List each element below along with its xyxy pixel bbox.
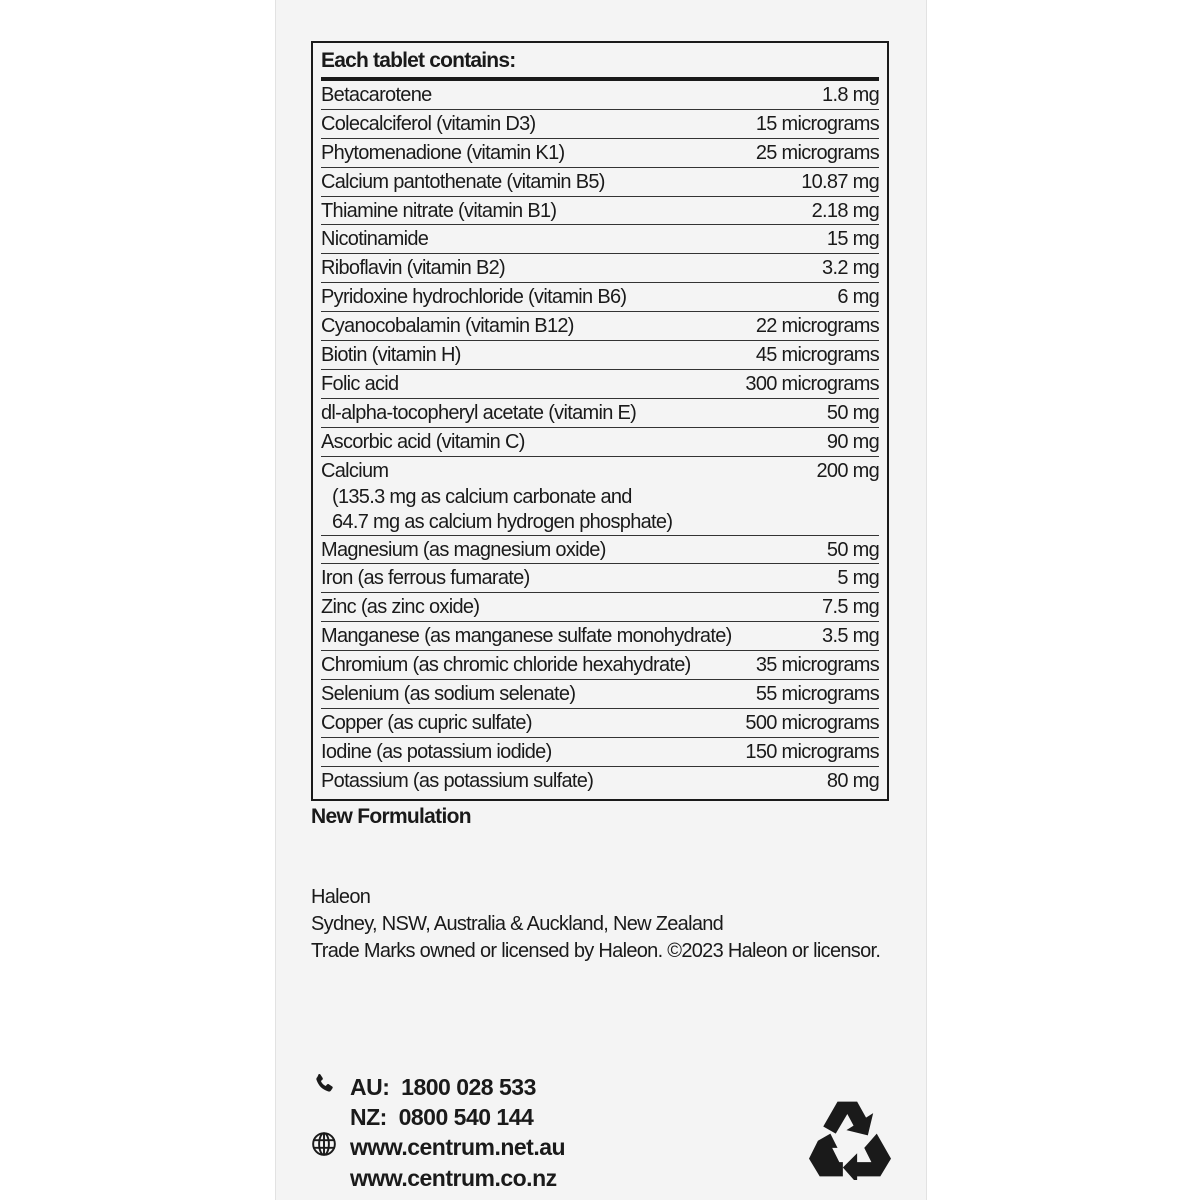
ingredient-name: Cyanocobalamin (vitamin B12) [321, 315, 574, 338]
ingredient-amount: 1.8 mg [822, 84, 879, 106]
ingredient-amount: 500 micrograms [745, 711, 879, 734]
ingredients-table [311, 41, 889, 801]
ingredient-name: Riboflavin (vitamin B2) [321, 257, 505, 280]
table-heading: Each tablet contains: [321, 43, 879, 81]
ingredient-amount: 25 micrograms [755, 141, 879, 164]
ingredient-row [321, 622, 879, 651]
ingredient-row [321, 564, 879, 593]
ingredient-row [321, 428, 879, 457]
new-formulation-note: New Formulation [311, 805, 471, 828]
ingredient-amount: 50 mg [826, 538, 879, 561]
ingredient-amount: 10.87 mg [801, 170, 879, 193]
ingredient-row [321, 399, 879, 428]
ingredient-name: Iron (as ferrous fumarate) [321, 567, 530, 590]
ingredient-amount: 3.2 mg [822, 257, 879, 280]
ingredient-name: Folic acid [321, 372, 399, 395]
ingredient-row [321, 168, 879, 197]
ingredient-name: Potassium (as potassium sulfate) [321, 769, 594, 792]
recycle-icon [805, 1098, 895, 1180]
ingredient-name: Colecalciferol (vitamin D3) [321, 112, 536, 135]
globe-icon [311, 1131, 350, 1164]
trademark-notice: Trade Marks owned or licensed by Haleon. ©2023 Haleon or licensor. [311, 940, 881, 962]
ingredient-name: Biotin (vitamin H) [321, 344, 461, 367]
ingredient-amount: 90 mg [826, 430, 879, 453]
ingredient-row [321, 738, 879, 767]
ingredient-row [321, 457, 879, 536]
ingredient-amount: 22 micrograms [755, 315, 879, 338]
ingredient-row [321, 283, 879, 312]
ingredient-row [321, 312, 879, 341]
ingredient-name: dl-alpha-tocopheryl acetate (vitamin E) [321, 401, 637, 424]
ingredient-row [321, 651, 879, 680]
ingredient-name: Nicotinamide [321, 228, 429, 251]
ingredient-amount: 15 micrograms [755, 112, 879, 135]
ingredient-amount: 15 mg [826, 228, 879, 251]
ingredient-row [321, 593, 879, 622]
ingredient-amount: 150 micrograms [745, 740, 879, 763]
ingredient-amount: 80 mg [826, 769, 879, 792]
ingredient-name: Phytomenadione (vitamin K1) [321, 141, 565, 164]
ingredient-row [321, 370, 879, 399]
website-au[interactable]: www.centrum.net.au [350, 1134, 566, 1160]
ingredient-name: Selenium (as sodium selenate) [321, 683, 576, 706]
manufacturer-address: Sydney, NSW, Australia & Auckland, New Zealand [311, 913, 724, 935]
ingredient-name: Copper (as cupric sulfate) [321, 711, 532, 734]
ingredient-name: Pyridoxine hydrochloride (vitamin B6) [321, 286, 627, 309]
ingredient-name: Iodine (as potassium iodide) [321, 740, 552, 763]
ingredient-amount: 55 micrograms [755, 683, 879, 706]
ingredient-name: Manganese (as manganese sulfate monohydrate) [321, 625, 732, 648]
ingredient-name: Ascorbic acid (vitamin C) [321, 430, 525, 453]
manufacturer-info [311, 884, 880, 965]
ingredient-amount: 35 micrograms [755, 654, 879, 677]
ingredient-row [321, 709, 879, 738]
ingredient-name: Calcium pantothenate (vitamin B5) [321, 170, 605, 193]
ingredient-amount: 3.5 mg [822, 625, 879, 648]
phone-icon [311, 1072, 350, 1103]
ingredient-row [321, 139, 879, 168]
ingredient-name: Zinc (as zinc oxide) [321, 596, 480, 619]
ingredient-row [321, 341, 879, 370]
ingredient-amount: 45 micrograms [755, 344, 879, 367]
ingredient-name: Betacarotene [321, 84, 432, 106]
ingredient-row [321, 81, 879, 110]
ingredient-amount: 50 mg [826, 401, 879, 424]
ingredient-row [321, 254, 879, 283]
ingredient-row [321, 225, 879, 254]
ingredient-detail: 64.7 mg as calcium hydrogen phosphate) [332, 510, 673, 533]
ingredient-row [321, 536, 879, 565]
ingredient-amount: 300 micrograms [745, 372, 879, 395]
ingredient-name: Calcium [321, 459, 389, 482]
website-nz[interactable]: www.centrum.co.nz [350, 1164, 557, 1191]
ingredient-amount: 6 mg [837, 286, 879, 309]
ingredient-amount: 200 mg [816, 459, 879, 482]
ingredient-row [321, 680, 879, 709]
manufacturer-name: Haleon [311, 886, 371, 908]
ingredient-row [321, 110, 879, 139]
ingredient-row [321, 767, 879, 795]
contact-info [311, 1072, 565, 1192]
ingredient-name: Thiamine nitrate (vitamin B1) [321, 199, 557, 222]
ingredient-detail: (135.3 mg as calcium carbonate and [332, 485, 632, 508]
phone-au[interactable]: AU: 1800 028 533 [350, 1074, 536, 1100]
ingredient-name: Magnesium (as magnesium oxide) [321, 538, 606, 561]
ingredient-row [321, 197, 879, 226]
ingredient-name: Chromium (as chromic chloride hexahydrate) [321, 654, 691, 677]
ingredient-amount: 7.5 mg [822, 596, 879, 619]
ingredient-amount: 2.18 mg [811, 199, 879, 222]
ingredient-amount: 5 mg [837, 567, 879, 590]
phone-nz[interactable]: NZ: 0800 540 144 [350, 1103, 534, 1130]
